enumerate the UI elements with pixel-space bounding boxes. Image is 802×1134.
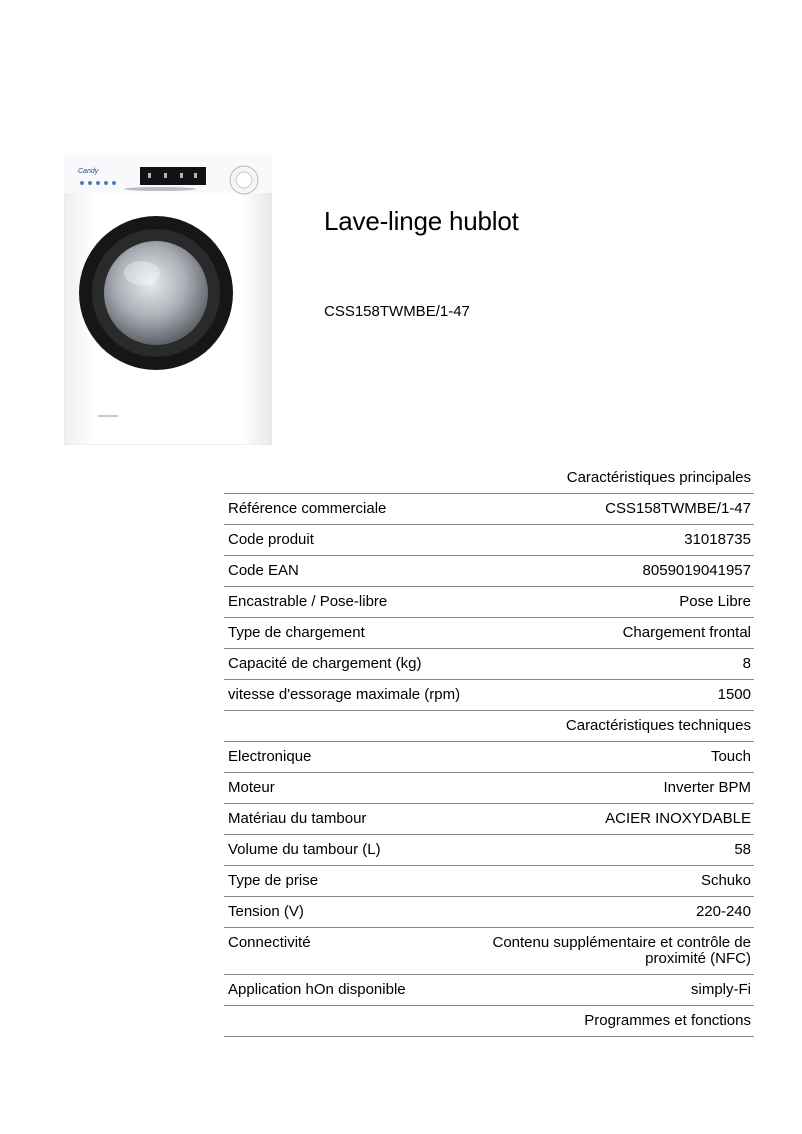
spec-label: Connectivité bbox=[224, 928, 481, 975]
spec-label: Code produit bbox=[224, 525, 481, 556]
table-row bbox=[224, 835, 754, 866]
table-row bbox=[224, 494, 754, 525]
spec-value: CSS158TWMBE/1-47 bbox=[481, 494, 754, 525]
section-header bbox=[224, 463, 754, 494]
spec-label: Code EAN bbox=[224, 556, 481, 587]
table-row bbox=[224, 866, 754, 897]
table-row bbox=[224, 773, 754, 804]
spec-label: Electronique bbox=[224, 742, 481, 773]
spec-label: Matériau du tambour bbox=[224, 804, 481, 835]
model-number: CSS158TWMBE/1-47 bbox=[324, 303, 470, 320]
table-row bbox=[224, 742, 754, 773]
spec-value: Touch bbox=[481, 742, 754, 773]
spec-value: 220-240 bbox=[481, 897, 754, 928]
section-heading: Caractéristiques principales bbox=[224, 463, 754, 494]
product-image bbox=[64, 153, 272, 445]
spec-label: Encastrable / Pose-libre bbox=[224, 587, 481, 618]
section-header bbox=[224, 711, 754, 742]
spec-label: Type de chargement bbox=[224, 618, 481, 649]
spec-label: Référence commerciale bbox=[224, 494, 481, 525]
section-heading: Programmes et fonctions bbox=[224, 1006, 754, 1037]
spec-label: Tension (V) bbox=[224, 897, 481, 928]
spec-value: 58 bbox=[481, 835, 754, 866]
spec-label: vitesse d'essorage maximale (rpm) bbox=[224, 680, 481, 711]
table-row bbox=[224, 804, 754, 835]
spec-label: Application hOn disponible bbox=[224, 975, 481, 1006]
spec-value: 8059019041957 bbox=[481, 556, 754, 587]
spec-value: 8 bbox=[481, 649, 754, 680]
spec-value: Contenu supplémentaire et contrôle de proximité (NFC) bbox=[481, 928, 754, 975]
spec-label: Capacité de chargement (kg) bbox=[224, 649, 481, 680]
washing-machine-icon bbox=[64, 153, 272, 445]
table-row bbox=[224, 525, 754, 556]
spec-value: 31018735 bbox=[481, 525, 754, 556]
table-row bbox=[224, 680, 754, 711]
table-row bbox=[224, 587, 754, 618]
spec-value: ACIER INOXYDABLE bbox=[481, 804, 754, 835]
table-row bbox=[224, 897, 754, 928]
brand-logo: Candy bbox=[78, 168, 99, 175]
spec-value: Chargement frontal bbox=[481, 618, 754, 649]
table-row bbox=[224, 649, 754, 680]
spec-table bbox=[224, 463, 754, 1037]
spec-value: Schuko bbox=[481, 866, 754, 897]
spec-value: Pose Libre bbox=[481, 587, 754, 618]
spec-value: simply-Fi bbox=[481, 975, 754, 1006]
page-title: Lave-linge hublot bbox=[324, 206, 519, 236]
table-row bbox=[224, 618, 754, 649]
spec-value: Inverter BPM bbox=[481, 773, 754, 804]
table-row bbox=[224, 975, 754, 1006]
table-row bbox=[224, 928, 754, 975]
spec-label: Moteur bbox=[224, 773, 481, 804]
table-row bbox=[224, 556, 754, 587]
spec-label: Type de prise bbox=[224, 866, 481, 897]
spec-label: Volume du tambour (L) bbox=[224, 835, 481, 866]
section-heading: Caractéristiques techniques bbox=[224, 711, 754, 742]
spec-value: 1500 bbox=[481, 680, 754, 711]
section-header bbox=[224, 1006, 754, 1037]
